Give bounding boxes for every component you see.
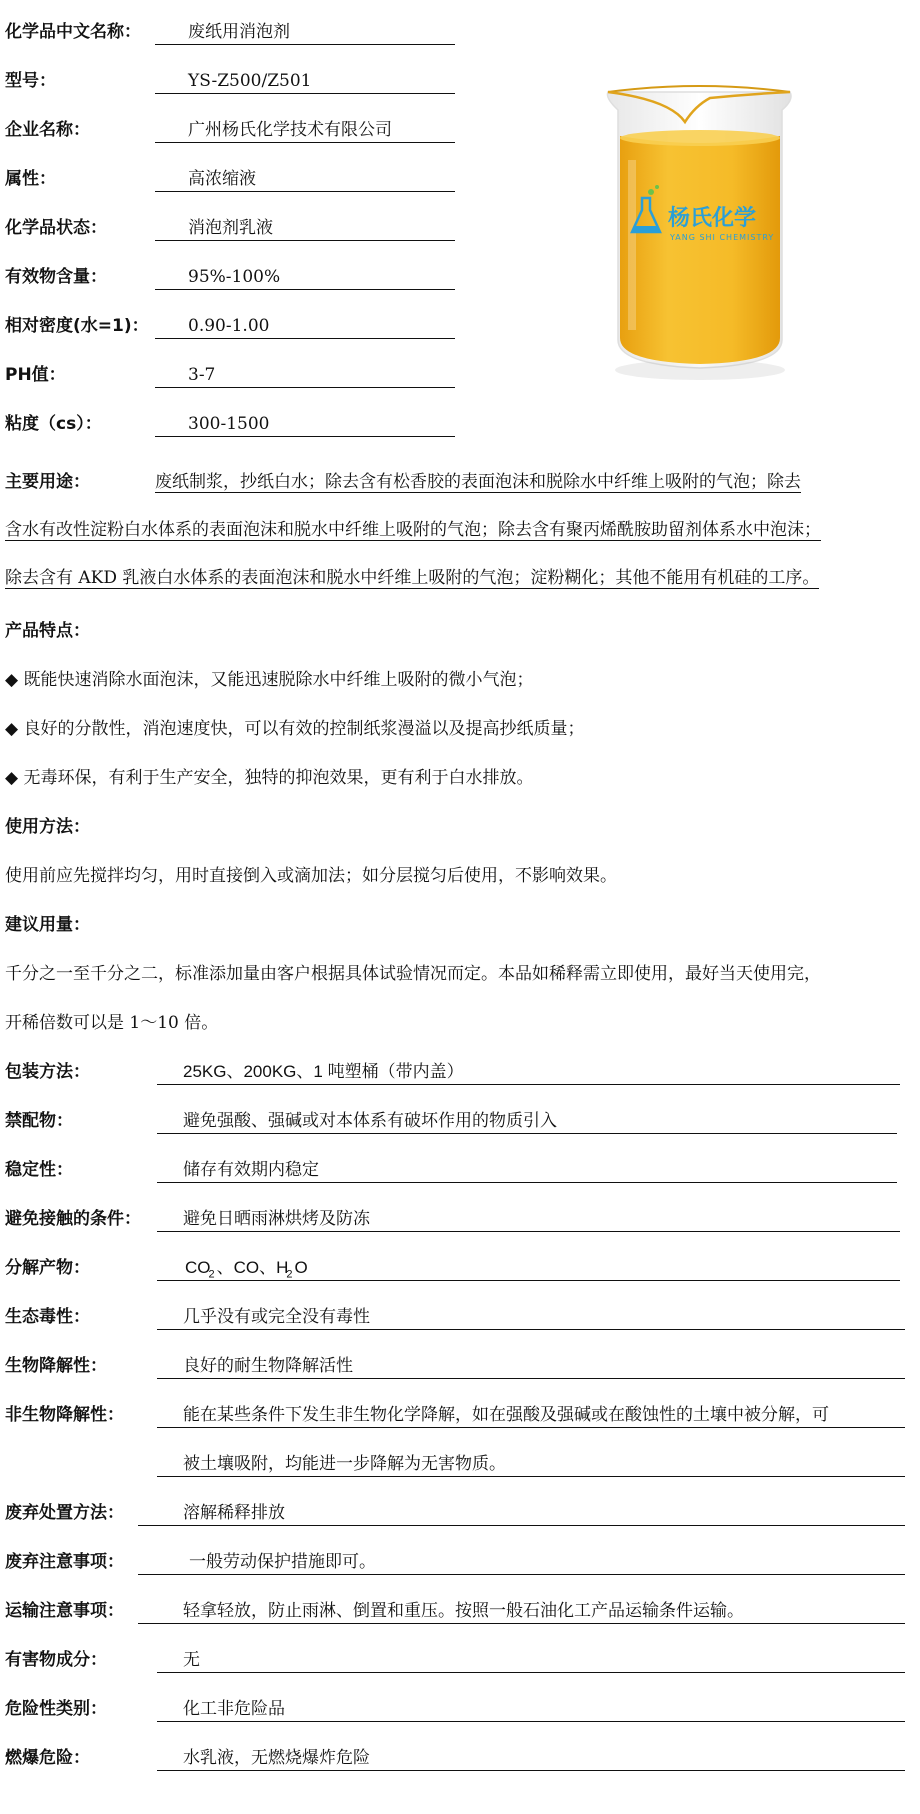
- method-heading: 使用方法：: [5, 817, 90, 837]
- detail-label: 废弃处置方法：: [5, 1503, 124, 1523]
- detail-value: 被土壤吸附，均能进一步降解为无害物质。: [157, 1449, 905, 1477]
- spec-label: 企业名称：: [5, 120, 90, 140]
- spec-value: 95%-100%: [155, 262, 455, 290]
- dosage-line-2: 开稀倍数可以是 1～10 倍。: [5, 1013, 219, 1033]
- detail-label: 包装方法：: [5, 1062, 90, 1082]
- features-heading: 产品特点：: [5, 621, 90, 641]
- detail-value: 良好的耐生物降解活性: [157, 1351, 905, 1379]
- detail-label: 运输注意事项：: [5, 1601, 124, 1621]
- dosage-heading: 建议用量：: [5, 915, 90, 935]
- detail-value: 水乳液，无燃烧爆炸危险: [157, 1743, 905, 1771]
- detail-value: 避免强酸、强碱或对本体系有破坏作用的物质引入: [157, 1106, 897, 1134]
- spec-label: 化学品状态：: [5, 218, 107, 238]
- product-beaker-image: [580, 70, 820, 390]
- detail-value: 一般劳动保护措施即可。: [138, 1547, 905, 1575]
- usage-line-3: 除去含有 AKD 乳液白水体系的表面泡沫和脱水中纤维上吸附的气泡；淀粉糊化；其他不能用有机硅的工序。: [5, 568, 820, 588]
- spec-label: 相对密度(水=1)：: [5, 316, 149, 336]
- dosage-line-1: 千分之一至千分之二，标准添加量由客户根据具体试验情况而定。本品如稀释需立即使用，最好当天使用完，: [5, 964, 821, 984]
- detail-value: 几乎没有或完全没有毒性: [157, 1302, 905, 1330]
- spec-value: 300-1500: [155, 409, 455, 437]
- spec-value: 0.90-1.00: [155, 311, 455, 339]
- beaker-illustration: [580, 70, 820, 390]
- spec-label: 属性：: [5, 169, 56, 189]
- method-text: 使用前应先搅拌均匀，用时直接倒入或滴加法；如分层搅匀后使用，不影响效果。: [5, 866, 617, 886]
- detail-label: 避免接触的条件：: [5, 1209, 141, 1229]
- detail-label: 分解产物：: [5, 1258, 90, 1278]
- logo-brand-text: 杨氏化学: [668, 206, 757, 231]
- spec-label: 有效物含量：: [5, 267, 107, 287]
- detail-value: 溶解稀释排放: [138, 1498, 905, 1526]
- detail-value: 无: [157, 1645, 905, 1673]
- detail-value: 25KG、200KG、1 吨塑桶（带内盖）: [157, 1057, 900, 1085]
- detail-label: 稳定性：: [5, 1160, 73, 1180]
- detail-label: 非生物降解性：: [5, 1405, 124, 1425]
- spec-value: 高浓缩液: [155, 164, 455, 192]
- usage-paragraph: [5, 458, 910, 602]
- spec-value: 3-7: [155, 360, 455, 388]
- detail-label: 生态毒性：: [5, 1307, 90, 1327]
- detail-value: 避免日晒雨淋烘烤及防冻: [157, 1204, 900, 1232]
- detail-label: 禁配物：: [5, 1111, 73, 1131]
- spec-label: PH值：: [5, 365, 66, 385]
- feature-item: ◆ 既能快速消除水面泡沫，又能迅速脱除水中纤维上吸附的微小气泡；: [5, 670, 534, 690]
- detail-label: 废弃注意事项：: [5, 1552, 124, 1572]
- detail-value: 能在某些条件下发生非生物化学降解，如在强酸及强碱或在酸蚀性的土壤中被分解，可: [157, 1400, 905, 1428]
- detail-value: 轻拿轻放，防止雨淋、倒置和重压。按照一般石油化工产品运输条件运输。: [138, 1596, 905, 1624]
- spec-label: 型号：: [5, 71, 56, 91]
- detail-label: 危险性类别：: [5, 1699, 107, 1719]
- detail-label: 生物降解性：: [5, 1356, 107, 1376]
- usage-line-2: 含水有改性淀粉白水体系的表面泡沫和脱水中纤维上吸附的气泡；除去含有聚丙烯酰胺助留剂体系水中泡沫；: [5, 520, 821, 540]
- detail-value: $CO_2$ 、CO、$H_2$ O: [157, 1253, 900, 1281]
- detail-value: 化工非危险品: [157, 1694, 905, 1722]
- detail-value: 储存有效期内稳定: [157, 1155, 897, 1183]
- usage-label: 主要用途：: [5, 472, 90, 492]
- spec-label: 粘度（cs）：: [5, 414, 102, 434]
- spec-value: 广州杨氏化学技术有限公司: [155, 115, 455, 143]
- detail-label: 有害物成分：: [5, 1650, 107, 1670]
- spec-value: 废纸用消泡剂: [155, 17, 455, 45]
- feature-item: ◆ 无毒环保，有利于生产安全，独特的抑泡效果，更有利于白水排放。: [5, 768, 534, 788]
- feature-item: ◆ 良好的分散性，消泡速度快，可以有效的控制纸浆漫溢以及提高抄纸质量；: [5, 719, 585, 739]
- spec-value: 消泡剂乳液: [155, 213, 455, 241]
- logo-sub-text: YANG SHI CHEMISTRY: [670, 233, 775, 242]
- detail-label: 燃爆危险：: [5, 1748, 90, 1768]
- usage-line-1: 废纸制浆，抄纸白水；除去含有松香胶的表面泡沫和脱除水中纤维上吸附的气泡；除去: [155, 472, 801, 492]
- spec-value: YS-Z500/Z501: [155, 66, 455, 94]
- spec-label: 化学品中文名称：: [5, 22, 141, 42]
